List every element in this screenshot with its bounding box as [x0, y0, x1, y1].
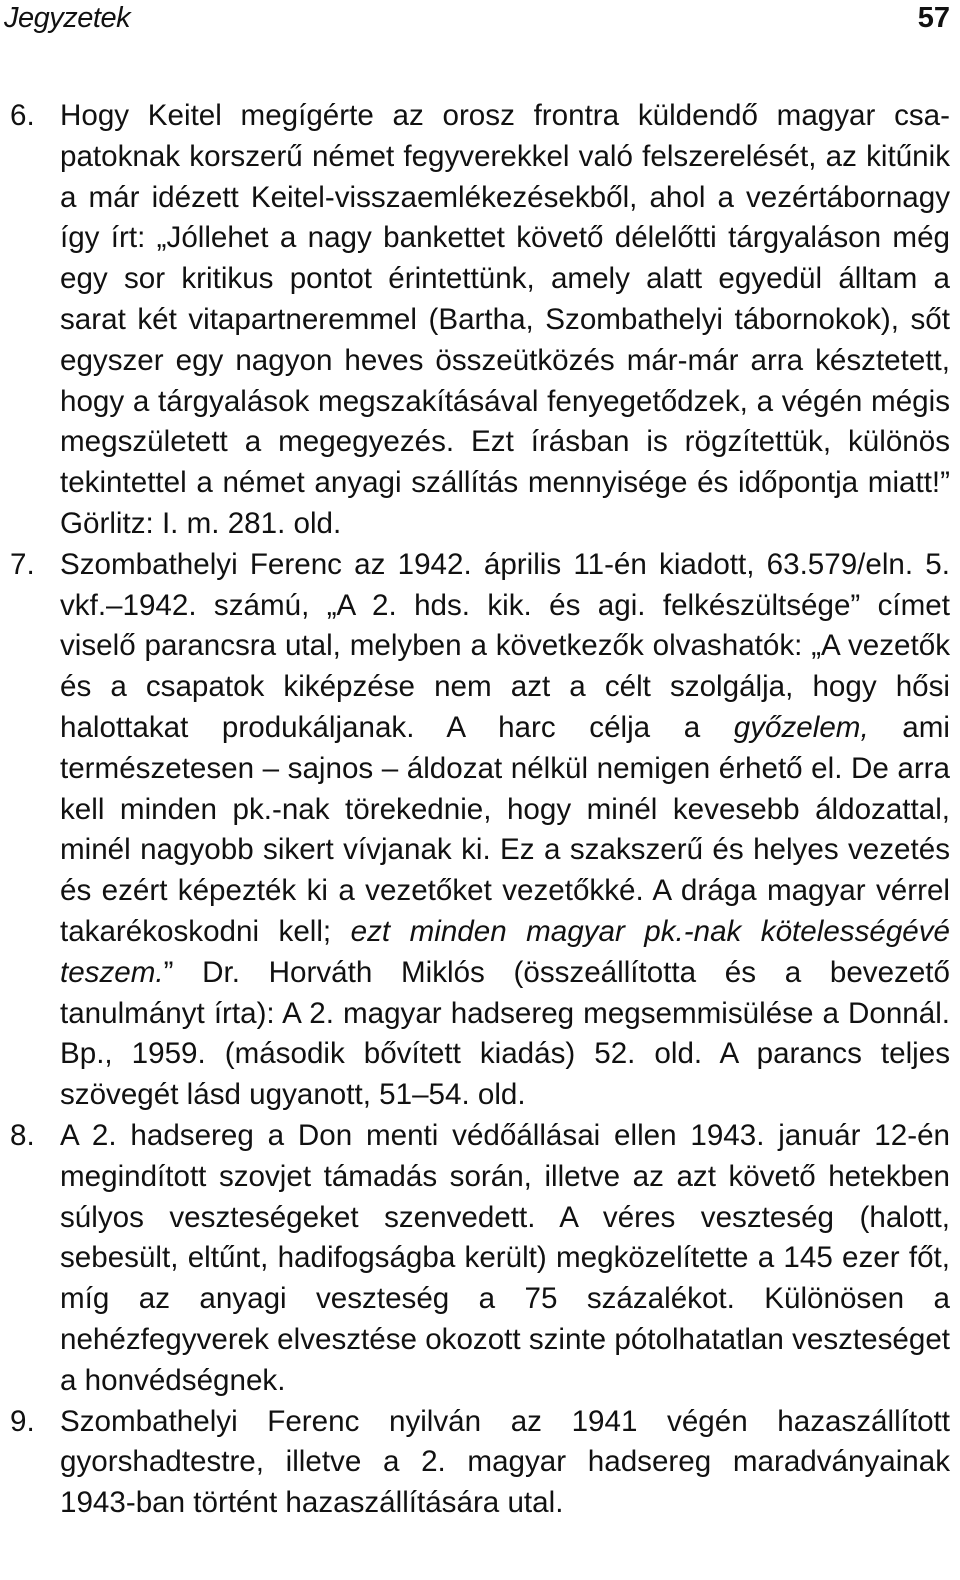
endnote-text-run: Szombathelyi Ferenc az 1942. április 11-én kiadott, 63.579/eln. 5. vkf.–1942. számú, „A 2. hds. kik. és agi. felkészültsége” címet viselő parancsra utal, melyben a következők olvashatók: „A vezetők és a csapatok kiképzése nem azt a célt szolgálja, hogy hősi halottakat produkáljanak. A harc célja a: [60, 547, 950, 744]
endnote-7: [10, 545, 950, 1116]
endnote-9: [10, 1402, 950, 1524]
endnote-text-run: Szombathelyi Ferenc nyilván az 1941 végén hazaszállított gyorshadtestre, illetve a 2. magyar hadsereg maradványainak 1943-ban történt hazaszállítására utal.: [60, 1404, 950, 1520]
page-number: 57: [917, 2, 950, 34]
endnote-number: 6.: [10, 99, 35, 132]
running-head: [4, 2, 950, 42]
endnote-emphasis: ezt minden magyar pk.-nak kötelességévé teszem.: [60, 914, 950, 989]
endnote-6: [10, 96, 950, 545]
endnote-text-run: A 2. hadsereg a Don menti védőállásai ellen 1943. január 12-én megindított szovjet támadás során, illetve az azt követő hetekben súlyos veszteségeket szenvedett. A véres veszteség (halott, sebesült, eltűnt, hadifogságba került) megközelítette a 145 ezer főt, míg az anyagi veszteség a 75 százalékot. Különösen a nehézfegyverek elvesztése okozott szinte pótolhatatlan veszteséget a honvédségnek.: [60, 1118, 950, 1397]
endnote-text: [60, 548, 950, 1111]
endnotes-list: [10, 96, 950, 1524]
endnote-text: [60, 1119, 950, 1397]
endnote-emphasis: győzelem,: [733, 710, 869, 744]
endnote-number: 9.: [10, 1404, 35, 1438]
endnote-8: [10, 1116, 950, 1402]
running-title: Jegyzetek: [4, 2, 131, 34]
endnote-text: [60, 99, 950, 540]
endnote-text-run: ami természetesen – sajnos – áldozat nélkül nemigen érhető el. De arra kell minden pk.-nak törekednie, hogy minél kevesebb áldozattal, minél nagyobb sikert vívjanak ki. Ez a szakszerű és helyes vezetés és ezért képezték ki a vezetőket vezetőkké. A drága magyar vérrel takarékoskodni kell;: [60, 710, 950, 948]
endnote-text-run: ” Dr. Horváth Miklós (összeállította és a bevezető tanulmányt írta): A 2. magyar hadsereg megsemmisülése a Donnál. Bp., 1959. (második bővített kiadás) 52. old. A parancs teljes szövegét lásd ugyanott, 51–54. old.: [60, 955, 950, 1112]
endnote-text-run: Hogy Keitel megígérte az orosz frontra küldendő magyar csapatoknak korszerű német fegyverekkel való felszerelését, az kitűnik a már idézett Keitel-visszaemlékezésekből, ahol a vezértábornagy így írt: „Jóllehet a nagy bankettet követő délelőtti tárgyaláson még egy sor kritikus pontot érintettünk, amely alatt egyedül álltam a sarat két vitapartneremmel (Bartha, Szombathelyi tábornokok), sőt egyszer egy nagyon heves összeütközés már-már arra késztetett, hogy a tárgyalások megszakításával fenyegetődzek, a végén mégis megszületett a megegyezés. Ezt írásban is rögzítettük, különös tekintettel a német anyagi szállítás mennyisége és időpontja miatt!” Görlitz: I. m. 281. old.: [60, 99, 950, 540]
endnote-number: 7.: [10, 547, 35, 581]
endnote-number: 8.: [10, 1118, 35, 1152]
endnote-text: [60, 1405, 950, 1520]
